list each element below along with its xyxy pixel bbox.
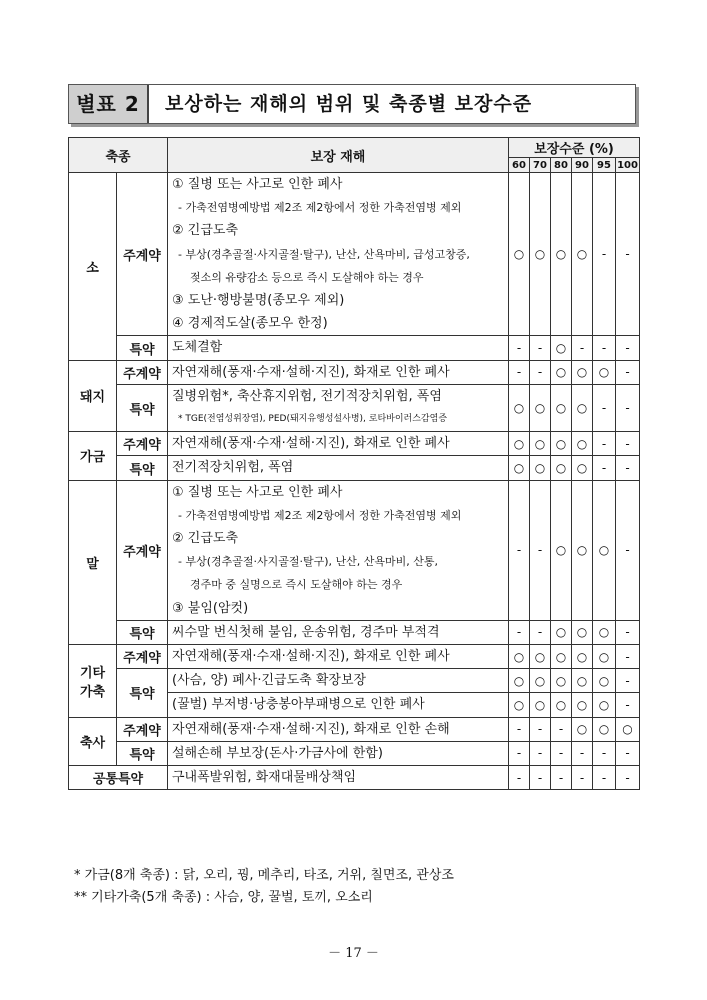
table-row (69, 620, 640, 644)
coverage-description (168, 432, 509, 456)
table-row (69, 432, 640, 456)
contract-type: 주계약 (117, 173, 168, 336)
footnote-poultry: * 가금(8개 축종) : 닭, 오리, 꿩, 메추리, 타조, 거위, 칠면조, 관상조 (74, 868, 454, 883)
level-mark-95: - (593, 432, 616, 456)
table-row (69, 669, 640, 693)
level-mark-80: ○ (551, 360, 572, 384)
level-mark-95: ○ (593, 620, 616, 644)
livestock-name: 말 (69, 480, 117, 644)
coverage-description (168, 336, 509, 360)
level-mark-95: - (593, 741, 616, 765)
coverage-description (168, 766, 509, 790)
level-mark-95: - (593, 173, 616, 336)
level-mark-90: ○ (572, 620, 593, 644)
level-mark-100: - (616, 384, 640, 431)
header-pct-95: 95 (593, 158, 616, 173)
level-mark-80: ○ (551, 693, 572, 717)
coverage-description (168, 173, 509, 336)
level-mark-90: ○ (572, 693, 593, 717)
level-mark-100: - (616, 766, 640, 790)
level-mark-100: - (616, 480, 640, 620)
level-mark-90: ○ (572, 645, 593, 669)
level-mark-70: - (530, 336, 551, 360)
livestock-name: 돼지 (69, 360, 117, 432)
table-row (69, 645, 640, 669)
coverage-table (68, 137, 640, 790)
level-mark-90: - (572, 336, 593, 360)
contract-type: 특약 (117, 384, 168, 431)
contract-type: 특약 (117, 456, 168, 480)
level-mark-70: ○ (530, 693, 551, 717)
level-mark-100: - (616, 620, 640, 644)
livestock-name: 공통특약 (69, 766, 168, 790)
level-mark-90: ○ (572, 432, 593, 456)
level-mark-70: - (530, 480, 551, 620)
level-mark-95: ○ (593, 669, 616, 693)
level-mark-80: ○ (551, 620, 572, 644)
coverage-line: 구내폭발위험, 화재대물배상책임 (172, 770, 357, 786)
header-level: 보장수준 (%) (509, 138, 640, 158)
coverage-line: 자연재해(풍재·수재·설해·지진), 화재로 인한 폐사 (172, 649, 450, 665)
level-mark-95: - (593, 384, 616, 431)
level-mark-95: ○ (593, 717, 616, 741)
header-pct-90: 90 (572, 158, 593, 173)
level-mark-90: ○ (572, 384, 593, 431)
header-pct-100: 100 (617, 159, 638, 171)
level-mark-70: - (530, 360, 551, 384)
level-mark-95: ○ (593, 480, 616, 620)
coverage-line: ① 질병 또는 사고로 인한 폐사 (172, 177, 343, 192)
coverage-subline: - 가축전염병예방법 제2조 제2항에서 정한 가축전염병 제외 (178, 201, 462, 215)
level-mark-100: - (616, 693, 640, 717)
level-mark-90: ○ (572, 360, 593, 384)
level-mark-95: - (593, 766, 616, 790)
level-mark-80: ○ (551, 480, 572, 620)
coverage-line: (꿀벌) 부저병·낭충봉아부패병으로 인한 폐사 (172, 697, 425, 713)
header-pct-80: 80 (551, 158, 572, 173)
appendix-tag: 별표 2 (69, 85, 149, 123)
contract-type: 주계약 (117, 480, 168, 620)
level-mark-60: - (509, 741, 530, 765)
level-mark-100: ○ (616, 717, 640, 741)
table-row (69, 766, 640, 790)
coverage-line: ② 긴급도축 (172, 223, 239, 239)
level-mark-80: ○ (551, 645, 572, 669)
level-mark-100: - (616, 669, 640, 693)
contract-type: 특약 (117, 336, 168, 360)
page-number: － 17 － (328, 946, 379, 961)
level-mark-70: - (530, 766, 551, 790)
level-mark-90: ○ (572, 717, 593, 741)
level-mark-80: ○ (551, 173, 572, 336)
level-mark-70: ○ (530, 173, 551, 336)
level-mark-70: ○ (530, 669, 551, 693)
level-mark-95: - (593, 456, 616, 480)
coverage-line: 자연재해(풍재·수재·설해·지진), 화재로 인한 폐사 (172, 436, 450, 452)
level-mark-60: - (509, 480, 530, 620)
coverage-description (168, 480, 509, 620)
level-mark-70: - (530, 741, 551, 765)
level-mark-60: ○ (509, 432, 530, 456)
coverage-subline: - 부상(경추골절·사지골절·탈구), 난산, 산욕마비, 산통, (178, 555, 439, 569)
level-mark-80: ○ (551, 336, 572, 360)
level-mark-95: - (593, 336, 616, 360)
coverage-line: 자연재해(풍재·수재·설해·지진), 화재로 인한 폐사 (172, 364, 450, 380)
coverage-description (168, 693, 509, 717)
level-mark-70: ○ (530, 432, 551, 456)
level-mark-100: - (616, 360, 640, 384)
level-mark-60: - (509, 717, 530, 741)
coverage-line: ② 긴급도축 (172, 531, 239, 547)
level-mark-95: ○ (593, 360, 616, 384)
contract-type: 특약 (117, 741, 168, 765)
level-mark-70: ○ (530, 645, 551, 669)
level-mark-90: ○ (572, 456, 593, 480)
contract-type: 주계약 (117, 360, 168, 384)
table-row (69, 480, 640, 620)
level-mark-80: - (551, 741, 572, 765)
coverage-line: 설해손해 부보장(돈사·가금사에 한함) (172, 745, 383, 761)
level-mark-80: ○ (551, 384, 572, 431)
level-mark-60: ○ (509, 456, 530, 480)
contract-type: 주계약 (117, 645, 168, 669)
level-mark-95: ○ (593, 645, 616, 669)
level-mark-90: ○ (572, 669, 593, 693)
coverage-description (168, 360, 509, 384)
level-mark-60: - (509, 620, 530, 644)
level-mark-90: ○ (572, 173, 593, 336)
header-pct-60: 60 (509, 158, 530, 173)
contract-type: 주계약 (117, 717, 168, 741)
coverage-description (168, 645, 509, 669)
coverage-line: 질병위험*, 축산휴지위험, 전기적장치위험, 폭염 (172, 388, 442, 404)
level-mark-80: - (551, 766, 572, 790)
header-coverage: 보장 재해 (168, 138, 509, 173)
level-mark-80: ○ (551, 456, 572, 480)
level-mark-100: - (616, 432, 640, 456)
coverage-description (168, 620, 509, 644)
table-row (69, 741, 640, 765)
coverage-line: ① 질병 또는 사고로 인한 폐사 (172, 484, 343, 500)
coverage-line: 자연재해(풍재·수재·설해·지진), 화재로 인한 손해 (172, 721, 450, 737)
coverage-line: (사슴, 양) 폐사·긴급도축 확장보장 (172, 673, 367, 689)
coverage-line: ④ 경제적도살(종모우 한정) (172, 316, 328, 332)
table-row (69, 456, 640, 480)
level-mark-60: ○ (509, 384, 530, 431)
livestock-name: 기타 가축 (69, 645, 117, 718)
level-mark-95: ○ (593, 693, 616, 717)
level-mark-100: - (616, 173, 640, 336)
level-mark-70: ○ (530, 456, 551, 480)
contract-type: 특약 (117, 620, 168, 644)
header-pct-70: 70 (530, 158, 551, 173)
level-mark-60: ○ (509, 669, 530, 693)
coverage-description (168, 456, 509, 480)
table-row (69, 336, 640, 360)
level-mark-100: - (616, 456, 640, 480)
livestock-name: 축사 (69, 717, 117, 765)
coverage-subline: - 부상(경추골절·사지골절·탈구), 난산, 산욕마비, 급성고창증, (178, 247, 470, 261)
level-mark-70: - (530, 620, 551, 644)
coverage-description (168, 717, 509, 741)
level-mark-80: ○ (551, 432, 572, 456)
coverage-subline: - 가축전염병예방법 제2조 제2항에서 정한 가축전염병 제외 (178, 508, 462, 522)
coverage-line: 도체결함 (172, 340, 223, 356)
level-mark-60: ○ (509, 645, 530, 669)
coverage-subline: * TGE(전염성위장염), PED(돼지유행성설사병), 로타바이러스감염증 (178, 414, 448, 425)
level-mark-60: ○ (509, 173, 530, 336)
section-title: 보상하는 재해의 범위 및 축종별 보장수준 (165, 93, 533, 115)
level-mark-60: - (509, 360, 530, 384)
coverage-description (168, 669, 509, 693)
level-mark-80: - (551, 717, 572, 741)
level-mark-70: - (530, 717, 551, 741)
coverage-subline: 젖소의 유량감소 등으로 즉시 도살해야 하는 경우 (190, 270, 424, 284)
coverage-line: 씨수말 번식첫해 불임, 운송위험, 경주마 부적격 (172, 624, 440, 640)
coverage-line: ③ 불임(암컷) (172, 600, 249, 616)
table-row (69, 384, 640, 431)
livestock-name: 소 (69, 173, 117, 361)
level-mark-90: - (572, 741, 593, 765)
table-row (69, 717, 640, 741)
contract-type: 주계약 (117, 432, 168, 456)
level-mark-90: ○ (572, 480, 593, 620)
footnote-other-livestock: ** 기타가축(5개 축종) : 사슴, 양, 꿀벌, 토끼, 오소리 (74, 890, 373, 905)
livestock-name: 가금 (69, 432, 117, 480)
level-mark-70: ○ (530, 384, 551, 431)
level-mark-100: - (616, 336, 640, 360)
coverage-description (168, 741, 509, 765)
table-row (69, 173, 640, 336)
coverage-line: 전기적장치위험, 폭염 (172, 460, 294, 476)
header-livestock: 축종 (69, 138, 168, 173)
table-row (69, 360, 640, 384)
level-mark-60: - (509, 766, 530, 790)
level-mark-90: - (572, 766, 593, 790)
level-mark-100: - (616, 741, 640, 765)
coverage-subline: 경주마 중 실명으로 즉시 도살해야 하는 경우 (190, 578, 403, 592)
level-mark-100: - (616, 645, 640, 669)
level-mark-60: ○ (509, 693, 530, 717)
contract-type: 특약 (117, 669, 168, 717)
section-title-box (68, 84, 636, 124)
coverage-description (168, 384, 509, 431)
level-mark-80: ○ (551, 669, 572, 693)
coverage-line: ③ 도난·행방불명(종모우 제외) (172, 293, 345, 309)
level-mark-60: - (509, 336, 530, 360)
